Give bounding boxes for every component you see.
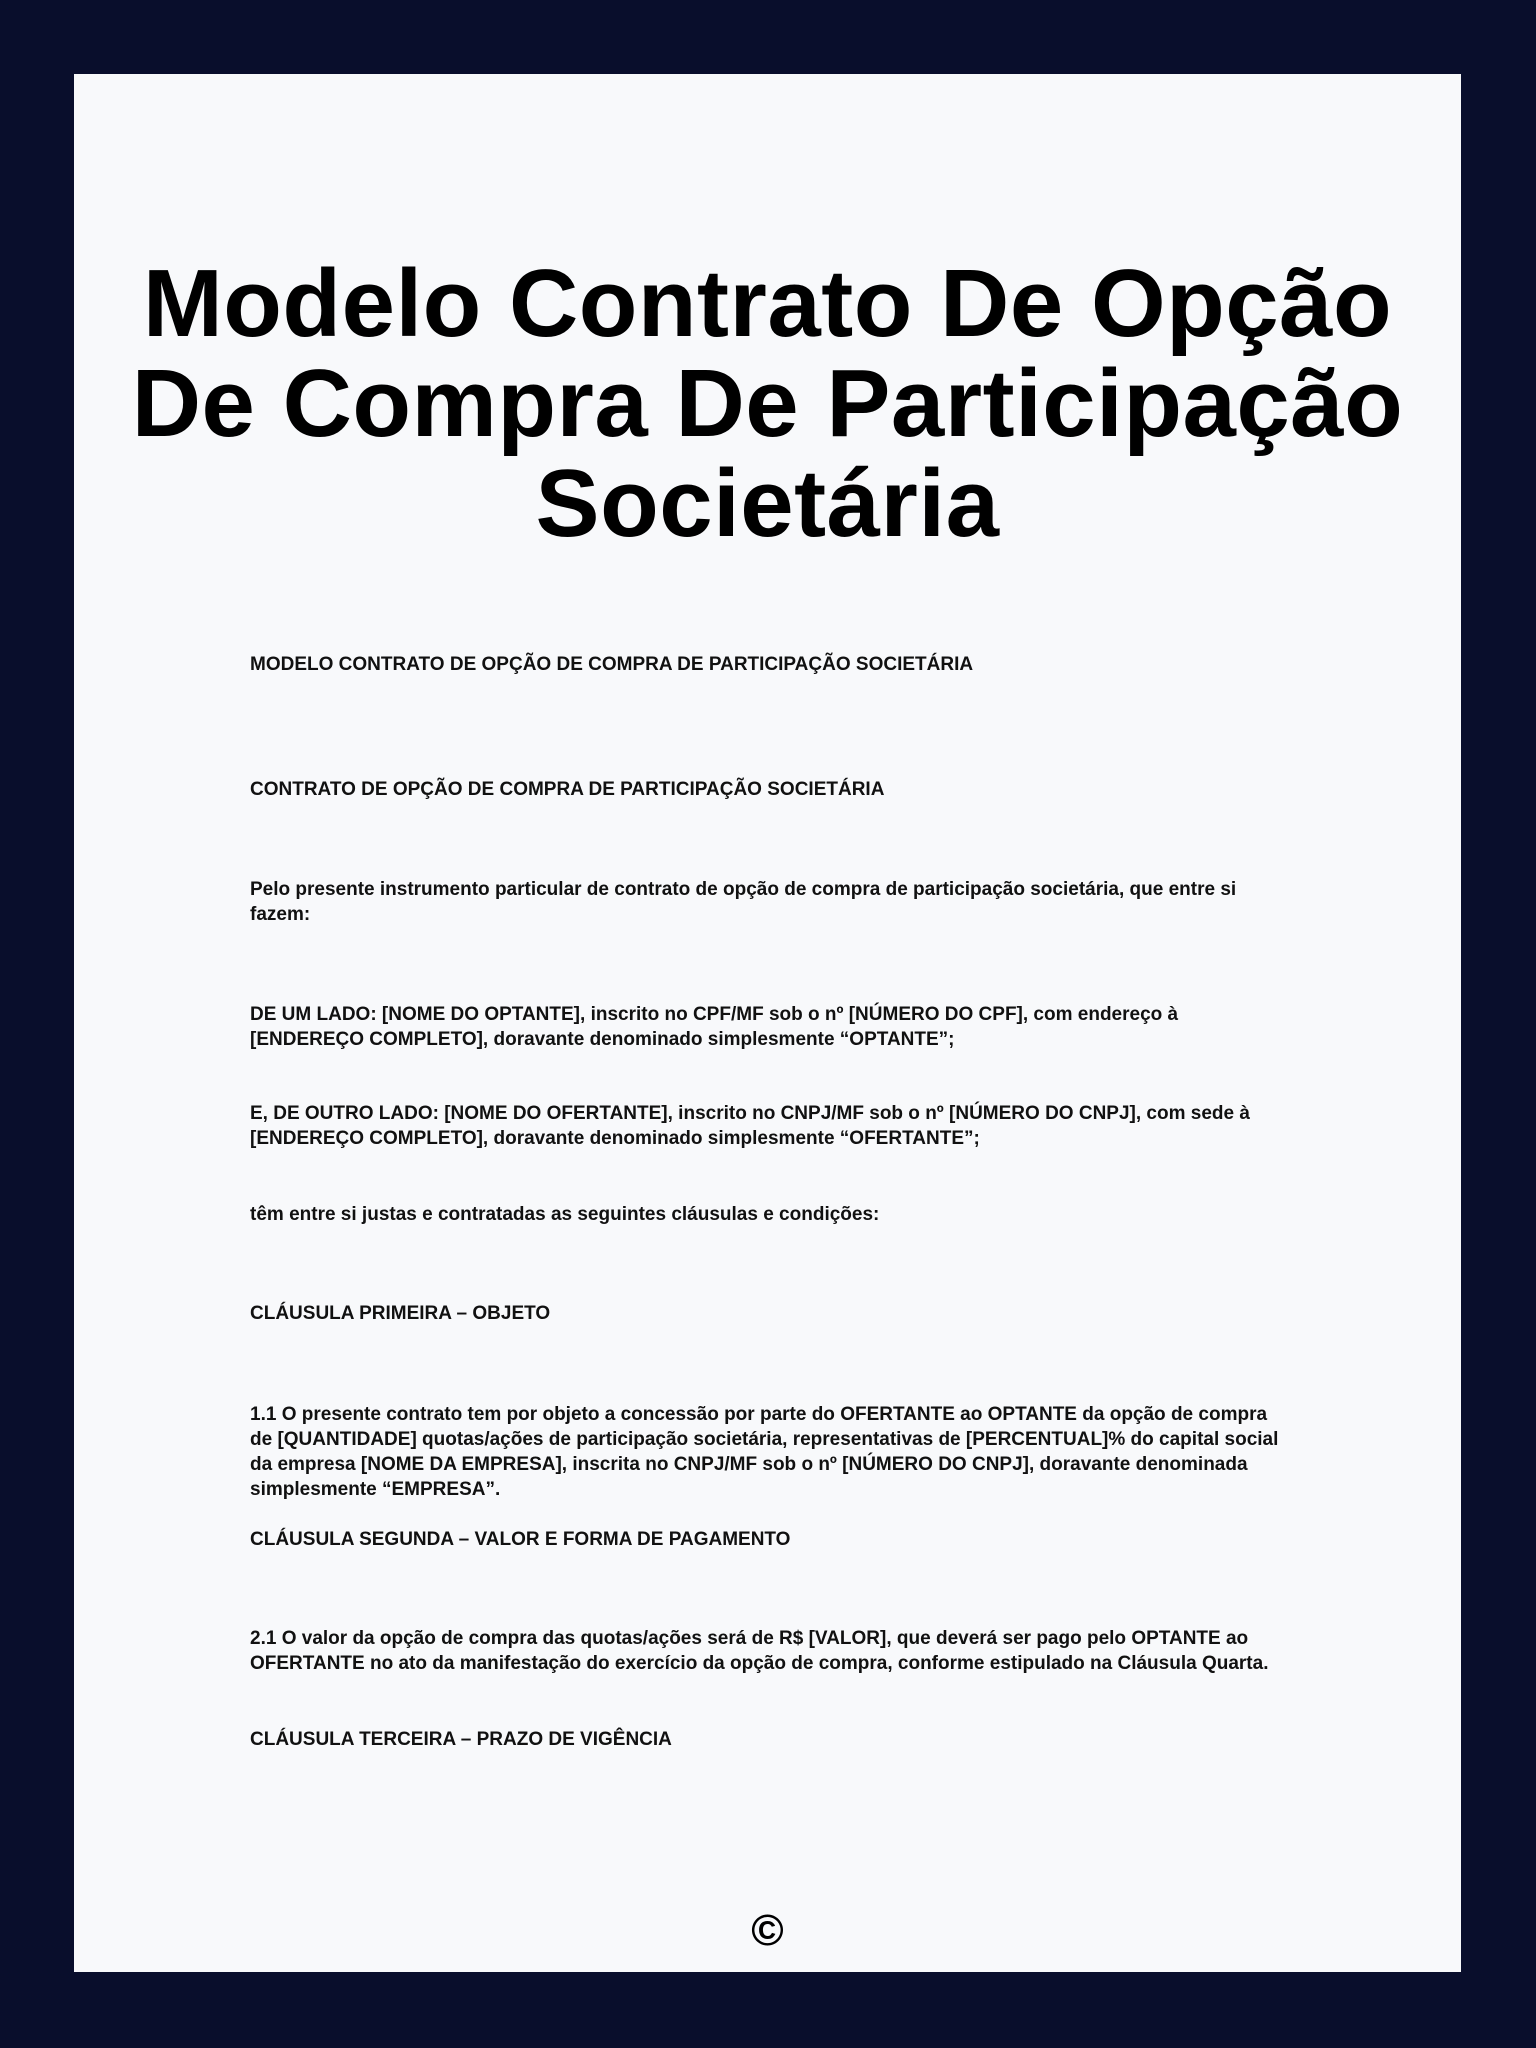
paragraph-intro: Pelo presente instrumento particular de contrato de opção de compra de participação societária, que entre si fazem:: [250, 879, 1237, 925]
clause-1-heading: CLÁUSULA PRIMEIRA – OBJETO: [250, 1303, 551, 1324]
document-title: Modelo Contrato De Opção De Compra De Participação Societária: [131, 250, 1404, 557]
document-page: [74, 74, 1461, 1972]
clause-2-heading: CLÁUSULA SEGUNDA – VALOR E FORMA DE PAGAMENTO: [250, 1529, 791, 1550]
heading-contract: CONTRATO DE OPÇÃO DE COMPRA DE PARTICIPAÇÃO SOCIETÁRIA: [250, 779, 885, 800]
paragraph-ofertante: E, DE OUTRO LADO: [NOME DO OFERTANTE], inscrito no CNPJ/MF sob o nº [NÚMERO DO CNPJ], com sede à [ENDEREÇO COMPLETO], doravante denominado simplesmente “OFERTANTE”;: [250, 1103, 1250, 1149]
copyright-icon: ©: [751, 1906, 784, 1955]
heading-model: MODELO CONTRATO DE OPÇÃO DE COMPRA DE PARTICIPAÇÃO SOCIETÁRIA: [250, 654, 974, 675]
paragraph-clauses-intro: têm entre si justas e contratadas as seguintes cláusulas e condições:: [250, 1204, 880, 1225]
clause-3-heading: CLÁUSULA TERCEIRA – PRAZO DE VIGÊNCIA: [250, 1729, 672, 1750]
clause-2-1: 2.1 O valor da opção de compra das quotas/ações será de R$ [VALOR], que deverá ser pago pelo OPTANTE ao OFERTANTE no ato da manifestação do exercício da opção de compra, conforme estipulado na Cláusula Quarta.: [250, 1628, 1269, 1674]
paragraph-optante: DE UM LADO: [NOME DO OPTANTE], inscrito no CPF/MF sob o nº [NÚMERO DO CPF], com endereço à [ENDEREÇO COMPLETO], doravante denominado simplesmente “OPTANTE”;: [250, 1004, 1179, 1050]
clause-1-1: 1.1 O presente contrato tem por objeto a concessão por parte do OFERTANTE ao OPTANTE da opção de compra de [QUANTIDADE] quotas/ações de participação societária, representativas de [PERCENTUAL]% do capital social da empresa [NOME DA EMPRESA], inscrita no CNPJ/MF sob o nº [NÚMERO DO CNPJ], doravante denominada simplesmente “EMPRESA”.: [250, 1404, 1279, 1500]
